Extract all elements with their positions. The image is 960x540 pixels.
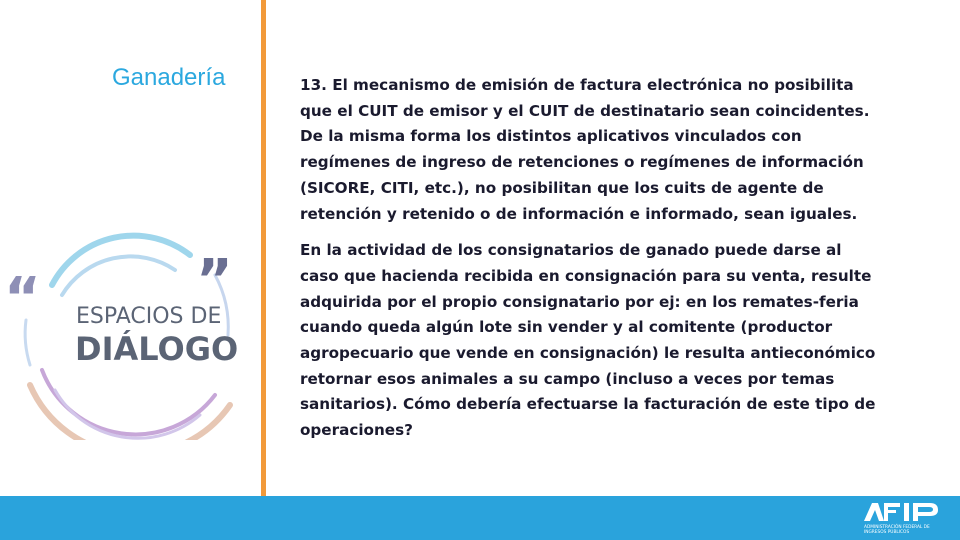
slide-body xyxy=(300,73,885,455)
afip-letter-a xyxy=(864,503,884,521)
afip-subtitle-line2: INGRESOS PÚBLICOS xyxy=(864,530,910,535)
question-paragraph: 13. El mecanismo de emisión de factura electrónica no posibilita que el CUIT de emisor y el CUIT de destinatario sean coincidentes. De la misma forma los distintos aplicativos vinculados con regímenes de ingreso de retenciones o regímenes de información (SICORE, CITI, etc.), no posibilitan que los cuits de agente de retención y retenido o de información e informado, sean iguales. xyxy=(300,76,870,223)
logo-arc-top-outer xyxy=(52,236,190,285)
afip-subtitle-line1: ADMINISTRACIÓN FEDERAL DE xyxy=(864,525,930,530)
vertical-divider xyxy=(261,0,266,496)
close-quote-mark: ” xyxy=(196,248,233,313)
logo-arc-top-inner xyxy=(62,256,175,295)
afip-letter-i xyxy=(904,503,909,521)
context-paragraph: En la actividad de los consignatarios de ganado puede darse al caso que hacienda recibida en consignación para su venta, resulte adquirida por el propio consignatario por ej: en los remates-feria cuando queda algún lote sin vender y al comitente (productor agropecuario que vende en consignación) le resulta antieconómico retornar esos animales a su campo (incluso a veces por temas sanitarios). Cómo debería efectuarse la facturación de este tipo de operaciones? xyxy=(300,241,876,440)
section-title: Ganadería xyxy=(112,64,226,91)
espacios-de-dialogo-logo xyxy=(0,225,250,440)
footer-bar xyxy=(0,496,960,540)
afip-logo xyxy=(862,501,952,535)
logo-line-espacios: ESPACIOS DE xyxy=(76,304,222,329)
afip-letter-p xyxy=(913,503,938,521)
open-quote-mark: “ xyxy=(4,266,41,331)
logo-line-dialogo: DIÁLOGO xyxy=(75,330,239,368)
afip-letter-f-mid xyxy=(884,510,896,513)
